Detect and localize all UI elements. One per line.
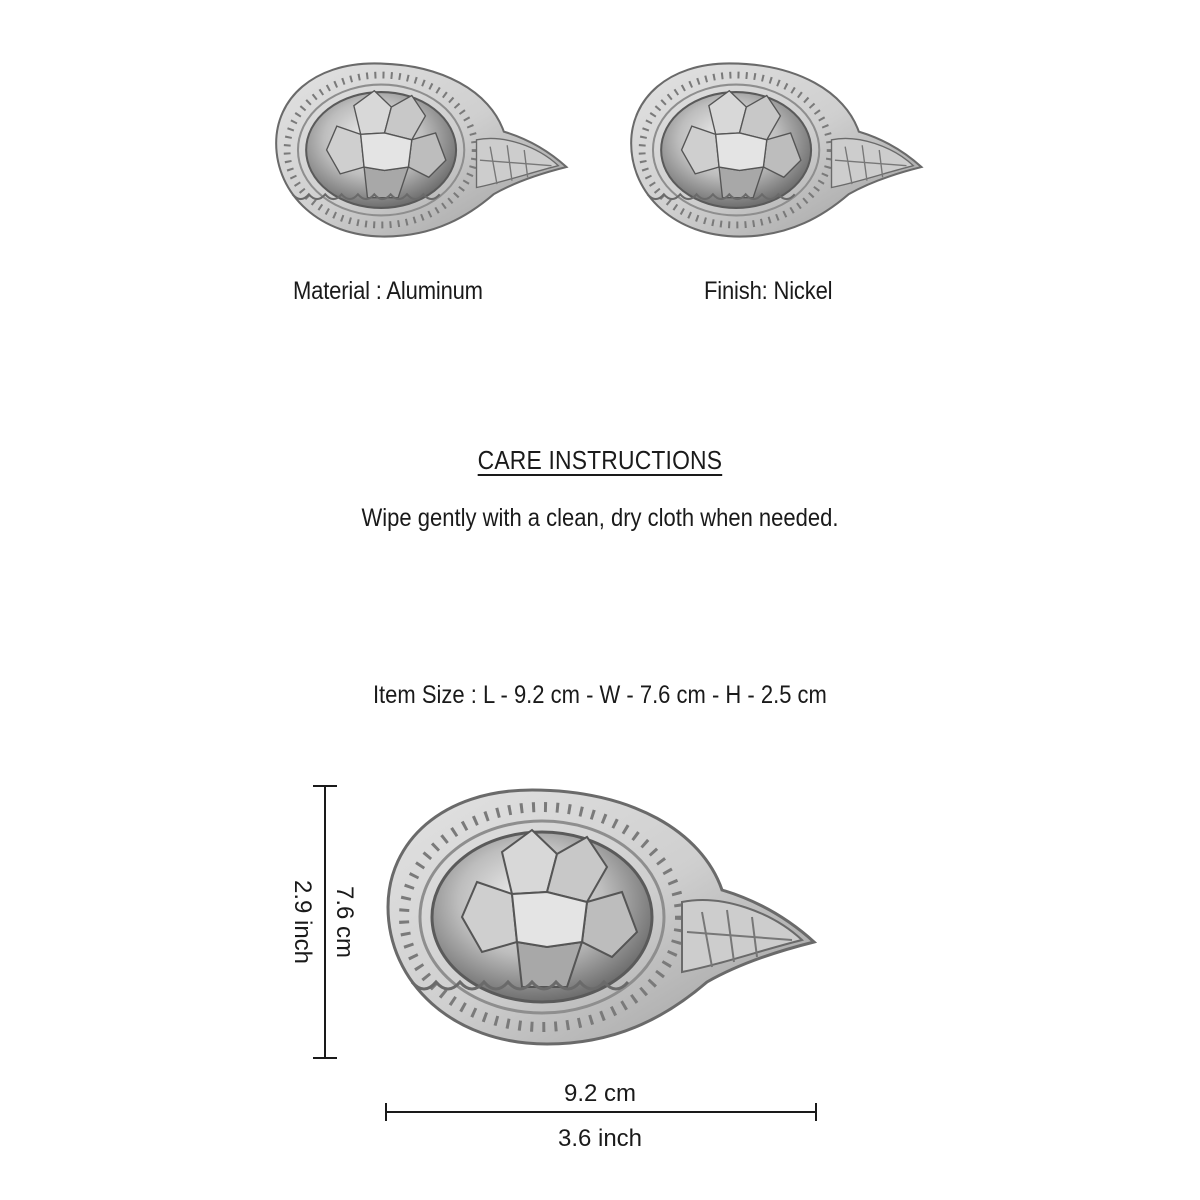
- product-image-2: [627, 58, 927, 242]
- height-inch-label: 2.9 inch: [289, 879, 316, 965]
- product-image-1: [272, 58, 572, 242]
- care-instructions-text: Wipe gently with a clean, dry cloth when needed.: [361, 504, 839, 532]
- care-instructions-heading: CARE INSTRUCTIONS: [477, 445, 723, 475]
- finish-label: Finish: Nickel: [704, 277, 833, 305]
- material-label: Material : Aluminum: [293, 277, 483, 305]
- diya-lamp-image: [272, 58, 572, 242]
- item-size-text: Item Size : L - 9.2 cm - W - 7.6 cm - H - 2.5 cm: [373, 681, 827, 709]
- width-cm-label: 9.2 cm: [563, 1080, 637, 1107]
- product-image-large: [382, 782, 822, 1052]
- height-cm-label: 7.6 cm: [331, 885, 358, 959]
- width-inch-label: 3.6 inch: [557, 1125, 643, 1152]
- diya-lamp-image: [627, 58, 927, 242]
- diya-lamp-image: [382, 782, 822, 1052]
